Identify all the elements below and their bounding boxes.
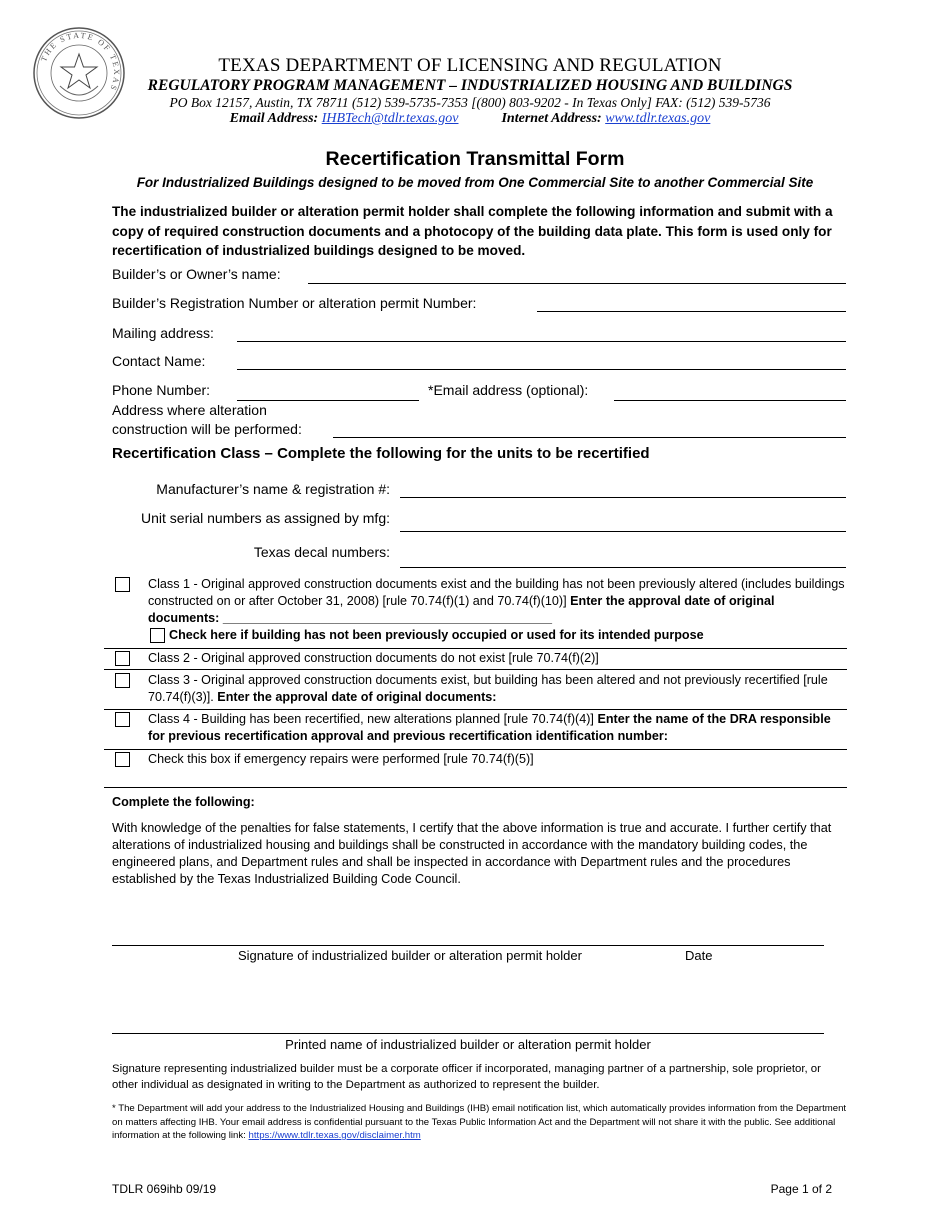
emergency-repairs-checkbox[interactable]: [115, 752, 130, 767]
printed-name-line[interactable]: [112, 1033, 824, 1034]
form-intro: The industrialized builder or alteration permit holder shall complete the following information and submit with a copy of required construction documents and a photocopy of the building data plate. This form is used only for recertification of industrialized buildings designed to be moved.: [112, 204, 833, 258]
manufacturer-field[interactable]: [400, 497, 846, 498]
signature-label: Signature of industrialized builder or alteration permit holder: [238, 948, 582, 963]
recert-heading: Recertification Class – Complete the following for the units to be recertified: [112, 445, 650, 462]
class1-description: Class 1 - Original approved construction documents exist and the building has not been previously altered (includes buildings constructed on or after October 31, 2008) [rule 70.74(f)(1) and 70.74(f)(10)]: [148, 577, 845, 608]
alteration-address-label-1: Address where alteration: [112, 402, 267, 418]
class1-approval-label: Enter the approval date of original documents:: [148, 594, 775, 625]
class1-not-occupied-label: Check here if building has not been previously occupied or used for its intended purpose: [169, 628, 704, 642]
internet-label: Internet Address:: [501, 111, 602, 126]
class3-description: Class 3 - Original approved construction documents exist, but building has been altered and not previously recertified [rule 70.74(f)(3)].: [148, 673, 828, 704]
certification-text: With knowledge of the penalties for false statements, I certify that the above information is true and accurate. I further certify that alterations of industrialized housing and buildings shall be constructed in accordance with the mandatory building codes, the engineered plans, and Department rules and shall be inspected in accordance with Department rules and the procedures established by the Texas Industrialized Building Code Council.: [112, 821, 832, 886]
builder-name-field[interactable]: [308, 283, 846, 284]
class3-checkbox[interactable]: [115, 673, 130, 688]
texas-seal-logo: [32, 26, 126, 120]
contact-name-label: Contact Name:: [112, 353, 206, 369]
divider: [104, 648, 847, 649]
email-notice-text: * The Department will add your address to the Industrialized Housing and Buildings (IHB) email notification list, which automatically provides information from the Department on matters affecting IHB. Your email address is confidential pursuant to the Texas Public Information Act and the Department will not share it with the public. See additional information at the following link:: [112, 1103, 847, 1141]
decal-label: Texas decal numbers:: [253, 544, 390, 560]
class4-description: Class 4 - Building has been recertified, new alterations planned [rule 70.74(f)(4)]: [148, 712, 594, 726]
page-number: Page 1 of 2: [770, 1182, 832, 1196]
class3-text: [148, 672, 848, 706]
email-field[interactable]: [614, 400, 846, 401]
printed-name-label: Printed name of industrialized builder or alteration permit holder: [285, 1037, 651, 1052]
email-web-line: [130, 111, 810, 127]
emergency-repairs-label: Check this box if emergency repairs were performed [rule 70.74(f)(5)]: [148, 752, 534, 766]
divider: [104, 749, 847, 750]
email-link[interactable]: IHBTech@tdlr.texas.gov: [321, 111, 459, 126]
class3-approval-label: Enter the approval date of original documents:: [217, 690, 497, 704]
class1-not-occupied-checkbox[interactable]: [150, 628, 165, 643]
class1-checkbox[interactable]: [115, 577, 130, 592]
alteration-address-label-2: construction will be performed:: [112, 421, 302, 437]
divider: [104, 787, 847, 788]
registration-field[interactable]: [537, 311, 846, 312]
serial-field[interactable]: [400, 531, 846, 532]
class4-text: [148, 711, 848, 745]
class4-dra-label: Enter the name of the DRA responsible for previous recertification approval and previous recertification identification number:: [148, 712, 831, 743]
phone-field[interactable]: [237, 400, 419, 401]
svg-text:THE STATE OF TEXAS: THE STATE OF TEXAS: [39, 30, 122, 94]
mailing-address-field[interactable]: [237, 341, 846, 342]
form-subtitle: For Industrialized Buildings designed to be moved from One Commercial Site to another Commercial Site: [136, 175, 814, 190]
class2-checkbox[interactable]: [115, 651, 130, 666]
form-id: TDLR 069ihb 09/19: [112, 1182, 217, 1196]
class4-checkbox[interactable]: [115, 712, 130, 727]
divider: [104, 709, 847, 710]
alteration-address-field[interactable]: [333, 437, 846, 438]
divider: [104, 669, 847, 670]
class1-approval-blank[interactable]: _______________________________________________: [222, 611, 553, 625]
phone-label: Phone Number:: [112, 382, 211, 398]
signature-note: Signature representing industrialized builder must be a corporate officer if incorporated, managing partner of a partnership, sole proprietor, or other individual as designated in writing to the Department as authorized to represent the builder.: [112, 1063, 821, 1091]
disclaimer-link[interactable]: https://www.tdlr.texas.gov/disclaimer.htm: [248, 1130, 421, 1141]
mailing-address-label: Mailing address:: [112, 325, 214, 341]
contact-info: PO Box 12157, Austin, TX 78711 (512) 539-5735-7353 [(800) 803-9202 - In Texas Only] FAX: (512) 539-5736: [169, 95, 771, 110]
decal-field[interactable]: [400, 567, 846, 568]
manufacturer-label: Manufacturer’s name & registration #:: [156, 481, 390, 497]
website-link[interactable]: www.tdlr.texas.gov: [605, 111, 711, 126]
contact-name-field[interactable]: [237, 369, 846, 370]
program-name: REGULATORY PROGRAM MANAGEMENT – INDUSTRIALIZED HOUSING AND BUILDINGS: [147, 77, 793, 94]
class2-text: Class 2 - Original approved construction documents do not exist [rule 70.74(f)(2)]: [148, 651, 599, 665]
complete-heading: Complete the following:: [112, 795, 255, 809]
date-label: Date: [685, 948, 713, 963]
registration-label: Builder’s Registration Number or alteration permit Number:: [112, 295, 477, 311]
builder-name-label: Builder’s or Owner’s name:: [112, 266, 281, 282]
form-title: Recertification Transmittal Form: [325, 148, 625, 170]
class1-text: [148, 576, 848, 627]
email-notice: [112, 1102, 847, 1143]
email-optional-label: *Email address (optional):: [428, 382, 589, 398]
agency-name: TEXAS DEPARTMENT OF LICENSING AND REGULATION: [218, 55, 722, 76]
signature-line[interactable]: [112, 945, 824, 946]
email-label: Email Address:: [229, 111, 319, 126]
serial-label: Unit serial numbers as assigned by mfg:: [141, 510, 390, 526]
